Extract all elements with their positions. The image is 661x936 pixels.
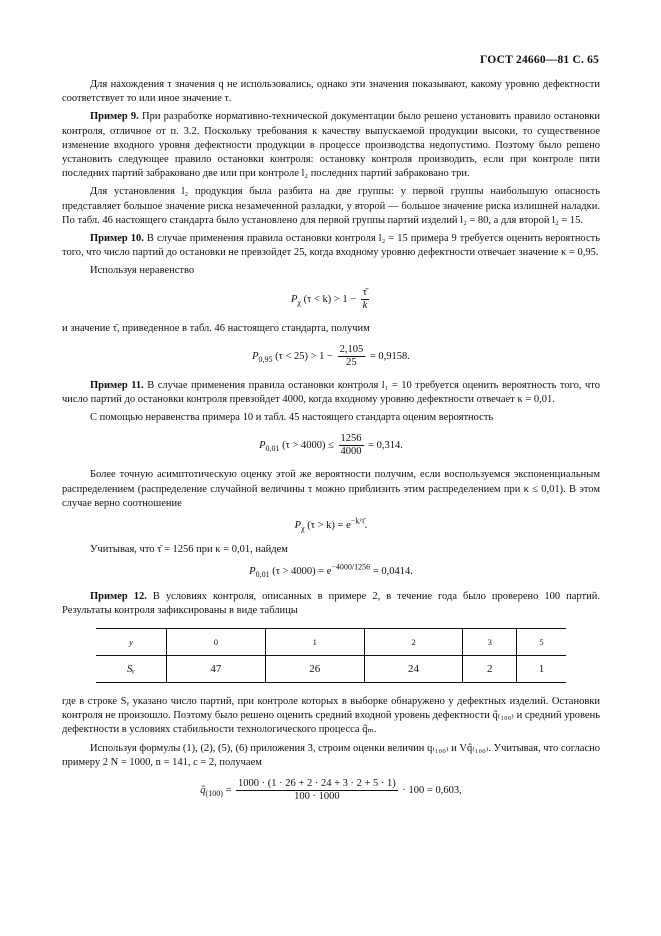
formula-part: P <box>259 440 266 452</box>
formula-p001-exp <box>62 562 600 580</box>
formula-part: q̂ <box>200 785 206 796</box>
table-cell: 24 <box>364 656 463 683</box>
paragraph: Более точную асимптотическую оценку этой же вероятности получим, если воспользуемся экспоненциальным распределением (распределение случайной величины τ можно приблизить этим распределением при κ ≤ 0,01). В этом случае верно соотношение <box>62 469 600 509</box>
formula-part: = 0,314. <box>368 440 403 452</box>
formula-part: P <box>294 520 302 532</box>
table-cell: 1 <box>265 629 364 656</box>
paragraph-text: В условиях контроля, описанных в примере 2, в течение года было проверено 100 партий. Результаты контроля зафиксированы в виде таблицы <box>62 590 600 616</box>
paragraph: и значение τ̄, приведенное в табл. 46 настоящего стандарта, получим <box>62 322 370 334</box>
table-cell: 47 <box>166 656 265 683</box>
formula-sub: χ <box>301 524 305 534</box>
paragraph-text: В случае применения правила остановки контроля l₁ = 10 требуется оценить вероятность того, что число партий до остановки контроля превзойдет 4000, когда входному уровню дефектности отвечает κ = 0,01. <box>62 379 600 406</box>
formula-exponent: −k/τ̄ <box>350 516 365 526</box>
paragraph: Используя формулы (1), (2), (5), (6) приложения 3, строим оценки величин q₍₁₀₀₎ и Vq̂₍₁₀₀₎. Учитывая, что согласно примеру 2 N = 1000, n = 141, c = 2, получаем <box>62 742 600 768</box>
paragraph: Для нахождения τ значения q не использовались, однако эти значения показывают, какому уровню дефектности соответствует то или иное значение τ. <box>62 79 600 105</box>
fraction <box>236 778 398 803</box>
example-11 <box>62 379 600 407</box>
formula-sub: 0,95 <box>258 354 273 364</box>
formula-part: · 100 = 0,603, <box>402 785 462 796</box>
formula-sub: 0,01 <box>255 570 270 580</box>
page-header: ГОСТ 24660—81 С. 65 <box>480 54 599 66</box>
formula-inequality <box>62 287 600 312</box>
formula-sub: 0,01 <box>265 444 280 454</box>
formula-sub: χ <box>297 297 301 307</box>
formula-p001 <box>62 433 600 458</box>
formula-part: = <box>225 785 232 796</box>
formula-part: . <box>364 520 368 532</box>
table-cell: 5 <box>517 629 566 656</box>
denominator: 25 <box>346 356 357 368</box>
paragraph-text: В случае применения правила остановки контроля l₂ = 15 примера 9 требуется оценить вероятность того, что число партий до остановки не превзойдет 25, когда входному уровню дефектности отвечает значение κ = 0,95. <box>62 233 600 259</box>
denominator: 100 · 1000 <box>294 791 340 803</box>
formula-exponential <box>62 516 600 534</box>
paragraph: Для установления l₂ продукция была разбита на две группы: у первой группы наибольшую опасность представляет большое значение риска незамеченной разладки, у второй — большое значение риска излишней наладки. По табл. 46 настоящего стандарта было установлено для первой группы партий изделий l₂ = 80, а для второй l₂ = 15. <box>62 186 600 226</box>
formula-part: (τ < k) > 1 − <box>303 293 357 305</box>
numerator: 2,105 <box>339 343 364 355</box>
denominator: 4000 <box>340 446 362 458</box>
paragraph-text: При разработке нормативно-технической документации было решено установить правило остановки контроля, отличное от п. 3.2. Поскольку требования к качеству выпускаемой продукции высоки, то существенное изменение входного уровня дефектности продукции в процессе производства недопустимо. Поэтому было решено установить следующее правило остановки контроля: остановку контроля производить, если при контроле пяти последних партий забраковано две или при контроле l₂ последних партий забраковано три. <box>62 111 600 180</box>
formula-part: (τ < 25) > 1 − <box>275 350 333 362</box>
example-9 <box>62 110 600 181</box>
formula-exponent: −4000/1256 <box>331 562 371 572</box>
formula-part: P <box>252 350 259 362</box>
numerator: 1000 · (1 · 26 + 2 · 24 + 3 · 2 + 5 · 1) <box>238 778 396 790</box>
table-row-label: Sᵧ <box>96 656 166 683</box>
formula-p095 <box>62 344 600 369</box>
formula-part: P <box>249 566 256 578</box>
table-row-y <box>96 629 566 656</box>
table-cell: 1 <box>517 656 566 683</box>
example-label: Пример 12. <box>90 590 147 602</box>
formula-q100 <box>62 778 600 803</box>
formula-part: (τ > k) = e <box>307 520 351 532</box>
formula-part: (τ > 4000) ≤ <box>282 440 334 452</box>
formula-part: (τ > 4000) = e <box>272 566 332 578</box>
example-12 <box>62 590 600 618</box>
paragraph: где в строке Sᵧ указано число партий, при контроле которых в выборке обнаружено y дефектных изделий. Остановки контроля не произошло. Поэтому было решено оценить средний входной уровень дефектности q̂₍₁₀₀₎ и средний уровень дефектности в условиях стабильности технологического процесса q̂ₘ. <box>62 696 600 736</box>
example-label: Пример 11. <box>90 379 144 391</box>
fraction <box>339 433 364 458</box>
numerator: 1256 <box>340 433 362 445</box>
formula-part: = 0,0414. <box>372 566 413 578</box>
denominator: k <box>362 299 368 311</box>
table-cell: 2 <box>364 629 463 656</box>
paragraph: Используя неравенство <box>90 265 195 277</box>
numerator: τ̄ <box>362 286 368 298</box>
page-body <box>62 78 600 813</box>
table-cell: 2 <box>463 656 517 683</box>
example-10 <box>62 232 600 260</box>
formula-sub: (100) <box>205 789 223 798</box>
table-cell: 0 <box>166 629 265 656</box>
example-label: Пример 10. <box>90 233 144 245</box>
table-row-s <box>96 656 566 683</box>
fraction <box>338 344 366 369</box>
fraction <box>361 287 369 312</box>
paragraph: С помощью неравенства примера 10 и табл. 45 настоящего стандарта оценим вероятность <box>90 412 494 424</box>
formula-part: P <box>290 293 298 305</box>
table-cell: 3 <box>463 629 517 656</box>
table-row-label: y <box>96 629 166 656</box>
paragraph: Учитывая, что τ̄ = 1256 при κ = 0,01, найдем <box>90 544 288 556</box>
table-cell: 26 <box>265 656 364 683</box>
formula-part: = 0,9158. <box>369 350 410 362</box>
results-table <box>96 628 566 683</box>
example-label: Пример 9. <box>90 111 139 123</box>
